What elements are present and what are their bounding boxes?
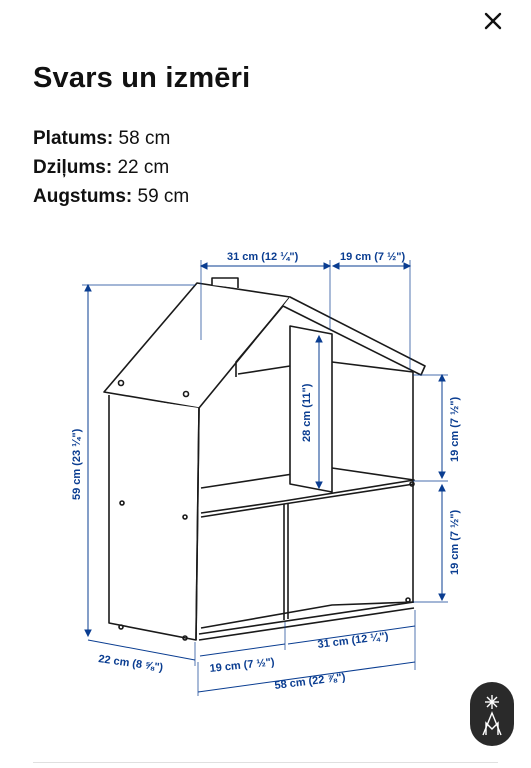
dimension-drawing: [0, 230, 531, 710]
page-title: Svars un izmēri: [33, 62, 251, 94]
close-button[interactable]: [478, 6, 508, 36]
brand-logo-icon: [477, 691, 507, 737]
close-icon: [483, 11, 503, 31]
spec-height-value: 59 cm: [137, 186, 190, 207]
dim-right-upper: 19 cm (7 ½"): [449, 396, 461, 462]
spec-height: [33, 182, 189, 211]
spec-width: [33, 124, 189, 153]
spec-width-value: 58 cm: [118, 128, 171, 149]
divider: [33, 762, 498, 763]
spec-depth-value: 22 cm: [117, 157, 170, 178]
dim-divider-height: 28 cm (11"): [301, 383, 313, 442]
dim-top-left: 31 cm (12 ¼"): [227, 251, 299, 263]
dim-width-total: 58 cm (22 ⅞"): [273, 671, 347, 692]
spec-depth: [33, 153, 189, 182]
brand-badge[interactable]: [470, 682, 514, 746]
spec-width-label: Platums:: [33, 128, 114, 149]
dim-right-lower: 19 cm (7 ½"): [449, 509, 461, 575]
spec-depth-label: Dziļums:: [33, 157, 113, 178]
spec-height-label: Augstums:: [33, 186, 133, 207]
dim-depth: 22 cm (8 ⅝"): [97, 653, 164, 675]
dollhouse-illustration: [104, 278, 425, 640]
dim-bottom-mid: 31 cm (12 ¼"): [316, 630, 390, 651]
dim-height-total: 59 cm (23 ¼"): [71, 428, 83, 500]
dim-top-right: 19 cm (7 ½"): [340, 251, 406, 263]
dim-bottom-left: 19 cm (7 ½"): [209, 656, 276, 675]
specs-list: [33, 124, 189, 211]
